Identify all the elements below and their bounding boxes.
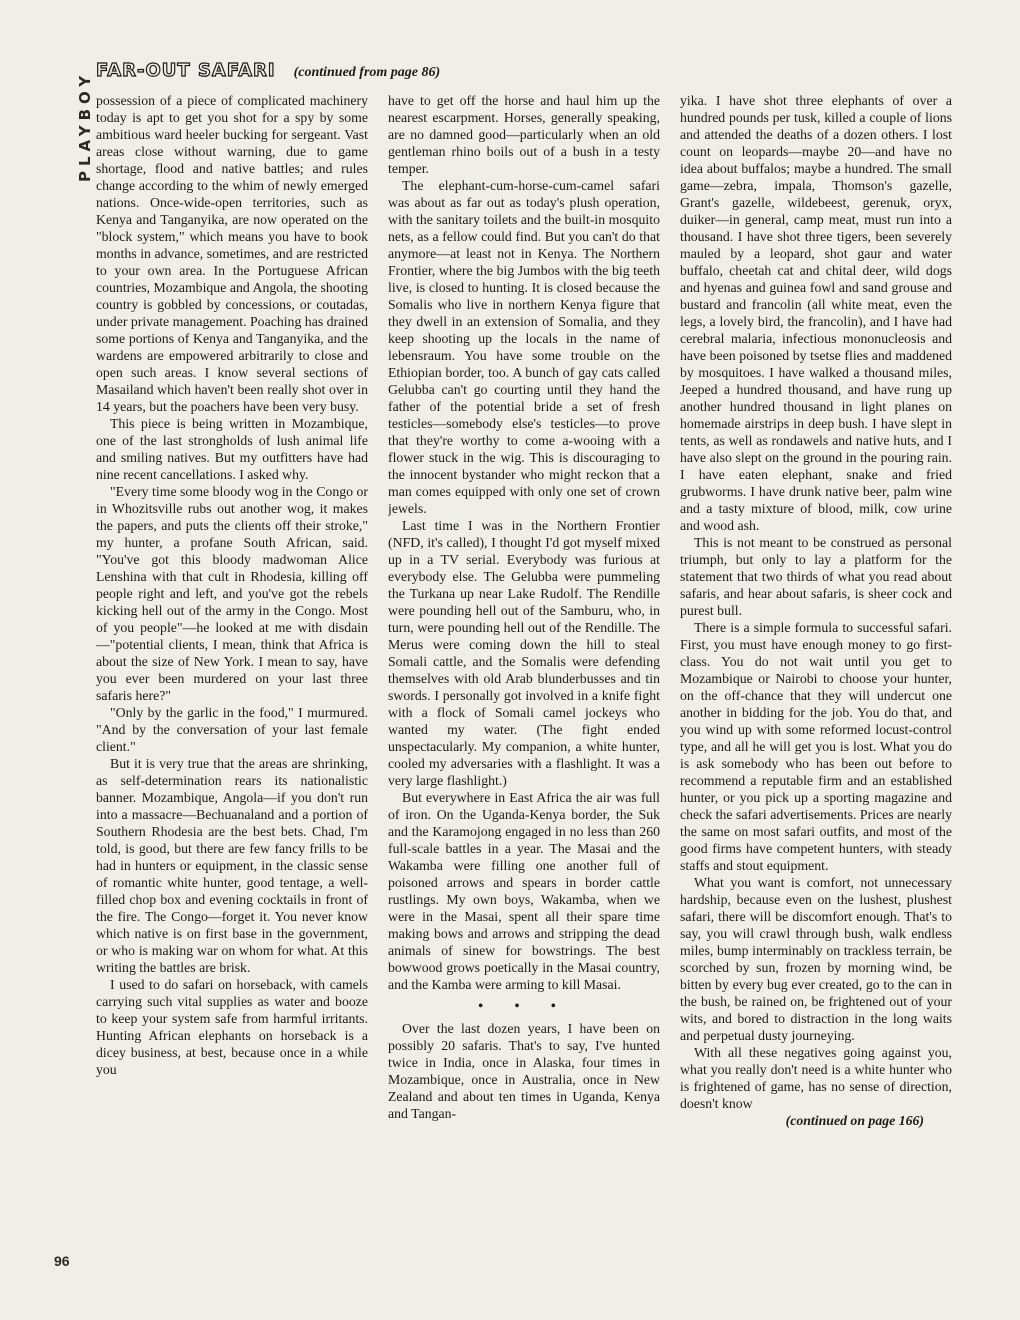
column-2	[388, 92, 660, 1272]
paragraph: yika. I have shot three elephants of over a hundred pounds per tusk, killed a couple of lions and attended the deaths of a dozen others. I lost count on leopards—maybe 20—and have no idea about buffalos; maybe a hundred. The small game—zebra, impala, Thomson's gazelle, Grant's gazelle, wildebeest, gerenuk, oryx, duiker—in general, camp meat, must run into a thousand. I have shot three tigers, been severely mauled by a leopard, shot gaur and water buffalo, cheetah cat and chital deer, wild dogs and hyenas and guinea fowl and sand grouse and bustard and francolin (all white meat, even the legs, a lovely bird, the francolin), and I have had cerebral malaria, infectious mononucleosis and have been poisoned by tsetse flies and maddened by mosquitoes. I have walked a thousand miles, Jeeped a hundred thousand, and have rung up another hundred thousand in light planes on homemade airstrips in deep bush. I have slept in tents, as well as rondawels and native huts, and I have also slept on the ground in the pouring rain. I have eaten elephant, snake and fried grubworms. I have drunk native beer, palm wine and a tasty mixture of blood, milk, cow urine and wood ash.	[680, 93, 952, 533]
page-number: 96	[54, 1253, 70, 1269]
continued-from-note: (continued from page 86)	[293, 65, 441, 80]
paragraph: This is not meant to be construed as personal triumph, but only to lay a platform for the statement that two thirds of what you read about safaris, and hear about safaris, is sheer cock and purest bull.	[680, 535, 952, 618]
masthead	[56, 70, 94, 182]
paragraph: There is a simple formula to successful safari. First, you must have enough money to go first-class. You do not wait until you get to Mozambique or Nairobi to choose your hunter, on the off-chance that they will undercut one another in bidding for the job. You do that, and you wind up with some reformed locust-control type, and all he will get you is lost. What you do is ask somebody who has been out before to recommend a reputable firm and an established hunter, or you pick up a sporting magazine and check the safari advertisements. Prices are nearly the same on most safari outfits, and most of the good firms have competent hunters, with steady staffs and stout equipment.	[680, 620, 952, 873]
masthead-text: PLAYBOY	[76, 70, 94, 182]
paragraph: I used to do safari on horseback, with camels carrying such vital supplies as water and booze to keep your system safe from harmful irritants. Hunting African elephants on horseback is a dicey business, at best, because once in a while you	[96, 977, 368, 1077]
paragraph: But everywhere in East Africa the air was full of iron. On the Uganda-Kenya border, the Suk and the Karamojong engaged in no less than 260 full-scale battles in a year. The Masai and the Wakamba were filling one another full of poisoned arrows and spears in border cattle rustlings. My own boys, Wakamba, when we were in the Masai, spent all their spare time making bows and arrows and stripping the dead animals of sinew for bowstrings. The best bowwood grows poetically in the Masai country, and the Kamba were arming to kill Masai.	[388, 790, 660, 992]
paragraph: possession of a piece of complicated machinery today is apt to get you shot for a spy by some ambitious ward heeler bucking for sergeant. Vast areas close without warning, due to game shortage, flood and native battles; and rules change according to the whim of newly emerged nations. Once-wide-open territories, such as Kenya and Tanganyika, are now operated on the "block system," which means you have to book months in advance, sometimes, and are restricted to your own area. In the Portuguese African countries, Mozambique and Angola, the shooting country is gobbled by concessions, or coutadas, under private management. Poaching has drained some portions of Kenya and Tanganyika, and the wardens are empowered arbitrarily to close and open such areas. I know several sections of Masailand which haven't been really shot over in 14 years, but the poachers have been very busy.	[96, 93, 368, 414]
paragraph: But it is very true that the areas are shrinking, as self-determination rears its nationalistic banner. Mozambique, Angola—if you don't run into a massacre—Bechuanaland and a portion of Southern Rhodesia are the best bets. Chad, I'm told, is good, but there are few fancy frills to be had in hunters or equipment, in the classic sense of romantic white hunter, good tentage, a well-filled chop box and evening cocktails in front of the fire. The Congo—forget it. You never know which native is on first base in the government, or who is making war on whom for what. At this writing the battles are brisk.	[96, 756, 368, 975]
section-separator: • • •	[478, 998, 570, 1013]
column-3	[680, 92, 952, 1272]
article-header	[96, 60, 440, 84]
paragraph: With all these negatives going against you, what you really don't need is a white hunter who is frightened of game, has no sense of direction, doesn't know	[680, 1045, 952, 1111]
paragraph: The elephant-cum-horse-cum-camel safari was about as far out as today's plush operation, with the sanitary toilets and the built-in mosquito nets, as a fellow could find. But you can't do that anymore—at least not in Kenya. The Northern Frontier, where the big Jumbos with the big teeth live, is closed to hunting. It is closed because the Somalis who live in northern Kenya figure that they dwell in an extension of Somalia, and they keep shooting up the locals in the name of lebensraum. You have some trouble on the Ethiopian border, too. A bunch of gay cats called Gelubba can't go courting until they hand the father of the potential bride a set of fresh testicles—somebody else's testicles—to prove that they're worthy to come a-wooing with a flower stuck in the wig. This is discouraging to the innocent bystander who might reckon that a man comes equipped with only one set of crown jewels.	[388, 178, 660, 516]
paragraph: Over the last dozen years, I have been on possibly 20 safaris. That's to say, I've hunted twice in India, once in Alaska, four times in Mozambique, once in Australia, once in New Zealand and about ten times in Uganda, Kenya and Tangan-	[388, 1021, 660, 1121]
paragraph: What you want is comfort, not unnecessary hardship, because even on the lushest, plushest safari, there will be discomfort enough. That's to say, you will crawl through bush, walk endless miles, bump interminably on trackless terrain, be scorched by sun, frozen by morning wind, be bitten by every bug ever created, go to the can in the bush, be rained on, be frightened out of your wits, and bored to distraction in the long waits and perpetual dusty journeying.	[680, 875, 952, 1043]
continued-on-note: (continued on page 166)	[785, 1113, 924, 1128]
paragraph: "Every time some bloody wog in the Congo or in Whozitsville rubs out another wog, it makes the papers, and puts the clients off their stroke," my hunter, a profane South African, said. "You've got this bloody madwoman Alice Lenshina with that cult in Rhodesia, killing off people right and left, and you've got the rebels kicking hell out of the army in the Congo. Most of you people"—he looked at me with disdain—"potential clients, I mean, think that Africa is about the size of New York. I mean to say, have you ever been murdered on your last three safaris here?"	[96, 484, 368, 703]
paragraph: have to get off the horse and haul him up the nearest escarpment. Horses, generally speaking, are no damned good—particularly when an old gentleman rhino boils out of a bush in a testy temper.	[388, 93, 660, 176]
column-1	[96, 92, 368, 1272]
paragraph: Last time I was in the Northern Frontier (NFD, it's called), I thought I'd got myself mixed up in a TV serial. Everybody was furious at everybody else. The Gelubba were pummeling the Turkana up near Lake Rudolf. The Rendille were pounding hell out of the Samburu, who, in turn, were pounding hell out of the Rendille. The Merus were coming down the hill to steal Somali cattle, and the Somalis were defending themselves with old Arab blunderbusses and tin swords. I personally got involved in a knife fight with a flock of Somali camel jockeys who wanted my water. (The fight ended unspectacularly. My companion, a white hunter, cooled my adversaries with a flashlight. It was a very large flashlight.)	[388, 518, 660, 788]
paragraph: This piece is being written in Mozambique, one of the last strongholds of lush animal life and smiling natives. But my outfitters have had nine recent cancellations. I asked why.	[96, 416, 368, 482]
paragraph: "Only by the garlic in the food," I murmured. "And by the conversation of your last female client."	[96, 705, 368, 754]
series-title: FAR-OUT SAFARI	[96, 60, 276, 81]
